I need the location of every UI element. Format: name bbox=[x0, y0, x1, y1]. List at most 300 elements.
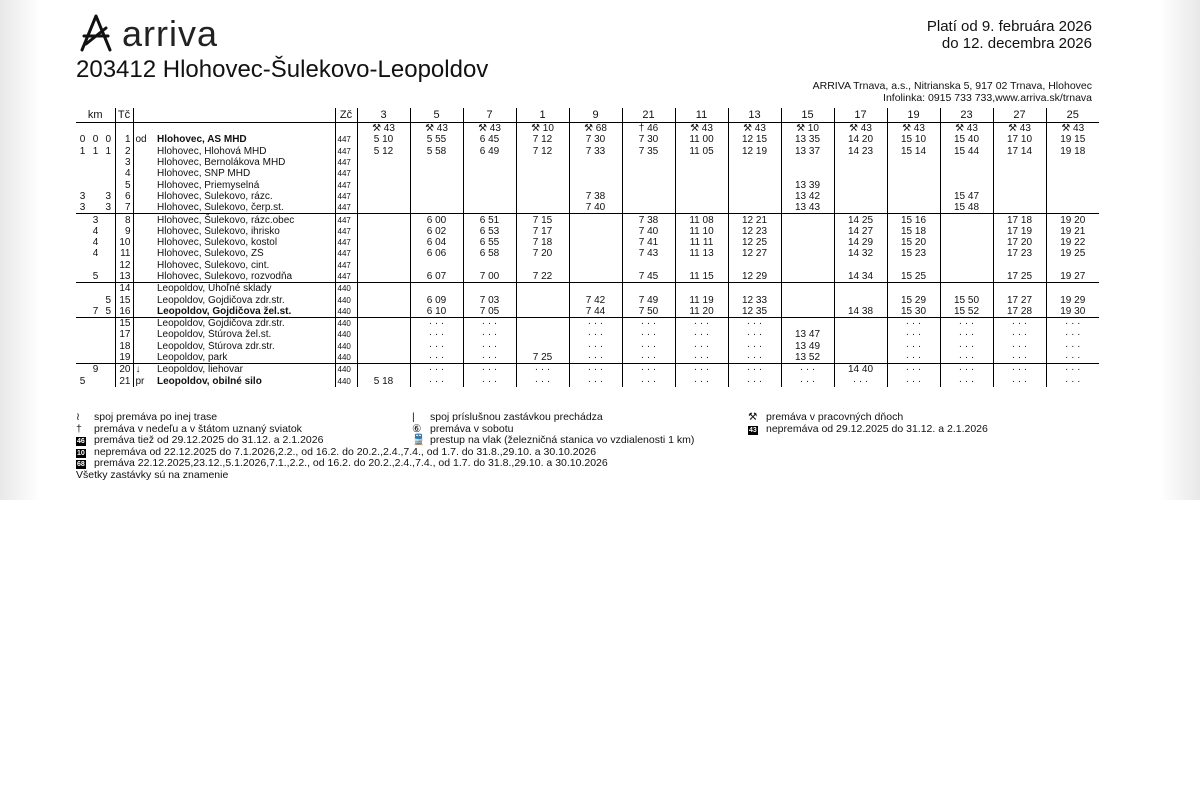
departure-time: 6 02 bbox=[410, 226, 463, 237]
departure-time bbox=[781, 248, 834, 259]
departure-time: 7 15 bbox=[516, 214, 569, 226]
departure-time bbox=[622, 260, 675, 271]
departure-time: · · · bbox=[1046, 341, 1099, 352]
departure-time: 6 51 bbox=[463, 214, 516, 226]
code-43-icon: 43 bbox=[749, 426, 757, 434]
departure-time bbox=[463, 283, 516, 295]
departure-time: 12 25 bbox=[728, 237, 781, 248]
legend-item: prestup na vlak (železničná stanica vo vzdialenosti 1 km) bbox=[430, 434, 695, 446]
trip-header: 19 bbox=[887, 108, 940, 123]
departure-time bbox=[357, 260, 410, 271]
km-value bbox=[102, 271, 115, 283]
departure-time: 13 39 bbox=[781, 179, 834, 190]
departure-time: 7 50 bbox=[622, 306, 675, 318]
departure-time: · · · bbox=[463, 376, 516, 387]
departure-time: · · · bbox=[675, 376, 728, 387]
km-value bbox=[89, 191, 102, 202]
departure-time: · · · bbox=[993, 364, 1046, 376]
departure-time: 13 49 bbox=[781, 341, 834, 352]
timetable bbox=[76, 108, 1099, 387]
departure-time: · · · bbox=[728, 364, 781, 376]
stop-number: 21 bbox=[115, 376, 133, 387]
km-value bbox=[102, 318, 115, 330]
km-value bbox=[89, 179, 102, 190]
stop-name: Hlohovec, Šulekovo, čerp.st. bbox=[157, 202, 284, 214]
departure-time: 12 33 bbox=[728, 294, 781, 305]
departure-time bbox=[993, 191, 1046, 202]
train-icon: 🚆 bbox=[412, 434, 426, 446]
departure-time: · · · bbox=[410, 329, 463, 340]
trip-header: 5 bbox=[410, 108, 463, 123]
departure-time: 15 44 bbox=[940, 146, 993, 157]
direction-mark bbox=[133, 202, 155, 214]
departure-time bbox=[887, 157, 940, 168]
direction-mark bbox=[133, 341, 155, 352]
code-68-icon: 68 bbox=[77, 461, 85, 468]
km-value bbox=[102, 237, 115, 248]
departure-time: 7 03 bbox=[463, 294, 516, 305]
departure-time: 7 12 bbox=[516, 134, 569, 145]
arriva-logo-icon bbox=[76, 14, 116, 54]
table-row bbox=[76, 283, 1099, 295]
company-infoline: Infolinka: 0915 733 733,www.arriva.sk/trnava bbox=[883, 92, 1092, 104]
departure-time bbox=[357, 248, 410, 259]
departure-time: 7 33 bbox=[569, 146, 622, 157]
km-value bbox=[76, 341, 89, 352]
departure-time bbox=[834, 318, 887, 330]
direction-mark bbox=[133, 248, 155, 259]
departure-time bbox=[569, 283, 622, 295]
trip-symbol: ⚒ 43 bbox=[834, 123, 887, 135]
departure-time: · · · bbox=[675, 364, 728, 376]
trip-symbol-row bbox=[76, 123, 1099, 135]
scan-shadow-left bbox=[0, 0, 40, 500]
departure-time bbox=[357, 329, 410, 340]
departure-time bbox=[357, 202, 410, 214]
departure-time bbox=[675, 168, 728, 179]
direction-mark bbox=[133, 306, 155, 318]
zone-number: 447 bbox=[335, 168, 357, 179]
departure-time: 11 10 bbox=[675, 226, 728, 237]
departure-time bbox=[516, 191, 569, 202]
zone-number: 440 bbox=[335, 341, 357, 352]
km-value bbox=[102, 248, 115, 259]
zone-number: 440 bbox=[335, 364, 357, 376]
departure-time: · · · bbox=[463, 364, 516, 376]
departure-time: 17 10 bbox=[993, 134, 1046, 145]
stop-number: 17 bbox=[115, 329, 133, 340]
departure-time: · · · bbox=[887, 352, 940, 364]
departure-time: 7 22 bbox=[516, 271, 569, 283]
zone-number: 440 bbox=[335, 376, 357, 387]
departure-time: 15 20 bbox=[887, 237, 940, 248]
departure-time: 14 25 bbox=[834, 214, 887, 226]
table-row bbox=[76, 134, 1099, 145]
table-row bbox=[76, 376, 1099, 387]
trip-symbol: ⚒ 43 bbox=[993, 123, 1046, 135]
departure-time: · · · bbox=[410, 376, 463, 387]
departure-time: · · · bbox=[516, 364, 569, 376]
departure-time: 14 40 bbox=[834, 364, 887, 376]
departure-time: 12 35 bbox=[728, 306, 781, 318]
trip-header: 3 bbox=[357, 108, 410, 123]
departure-time bbox=[993, 283, 1046, 295]
trip-header: 15 bbox=[781, 108, 834, 123]
zc-header: Zč bbox=[335, 108, 357, 123]
table-row bbox=[76, 352, 1099, 364]
km-value bbox=[89, 260, 102, 271]
pass-through-icon: | bbox=[412, 411, 415, 423]
departure-time: 7 42 bbox=[569, 294, 622, 305]
cross-icon: † bbox=[76, 422, 82, 435]
stop-header bbox=[133, 108, 335, 123]
departure-time bbox=[675, 179, 728, 190]
departure-time: 17 14 bbox=[993, 146, 1046, 157]
departure-time: 14 34 bbox=[834, 271, 887, 283]
direction-mark bbox=[133, 179, 155, 190]
departure-time: 7 25 bbox=[516, 352, 569, 364]
departure-time: 6 49 bbox=[463, 146, 516, 157]
departure-time: · · · bbox=[781, 364, 834, 376]
departure-time bbox=[569, 168, 622, 179]
departure-time: 12 29 bbox=[728, 271, 781, 283]
company-info bbox=[813, 80, 1092, 104]
departure-time bbox=[357, 157, 410, 168]
departure-time: 19 20 bbox=[1046, 214, 1099, 226]
departure-time: 17 28 bbox=[993, 306, 1046, 318]
departure-time: 15 29 bbox=[887, 294, 940, 305]
km-value bbox=[102, 364, 115, 376]
departure-time: 6 55 bbox=[463, 237, 516, 248]
departure-time bbox=[1046, 168, 1099, 179]
zone-number: 447 bbox=[335, 134, 357, 145]
departure-time bbox=[887, 260, 940, 271]
departure-time bbox=[569, 157, 622, 168]
departure-time bbox=[940, 248, 993, 259]
departure-time bbox=[993, 179, 1046, 190]
departure-time: 7 49 bbox=[622, 294, 675, 305]
departure-time: 5 18 bbox=[357, 376, 410, 387]
departure-time: · · · bbox=[993, 329, 1046, 340]
direction-mark bbox=[133, 271, 155, 283]
stop-name: Hlohovec, Šulekovo, ihrisko bbox=[157, 225, 280, 237]
stop-number: 4 bbox=[115, 168, 133, 179]
departure-time: 17 23 bbox=[993, 248, 1046, 259]
stop-number: 8 bbox=[115, 214, 133, 226]
departure-time bbox=[728, 202, 781, 214]
departure-time bbox=[622, 202, 675, 214]
km-value: 3 bbox=[79, 202, 86, 214]
stop-number: 2 bbox=[115, 146, 133, 157]
departure-time: 7 44 bbox=[569, 306, 622, 318]
departure-time: 7 38 bbox=[569, 191, 622, 202]
table-row bbox=[76, 157, 1099, 168]
departure-time bbox=[1046, 260, 1099, 271]
departure-time bbox=[834, 341, 887, 352]
departure-time: 7 05 bbox=[463, 306, 516, 318]
trip-symbol: ⚒ 43 bbox=[675, 123, 728, 135]
stop-number: 3 bbox=[115, 157, 133, 168]
departure-time bbox=[1046, 191, 1099, 202]
trip-header: 27 bbox=[993, 108, 1046, 123]
stop-name: Hlohovec, Šulekovo, rázc. bbox=[157, 190, 273, 202]
trip-symbol: ⚒ 43 bbox=[887, 123, 940, 135]
departure-time: · · · bbox=[887, 376, 940, 387]
km-value bbox=[76, 179, 89, 190]
km-value bbox=[89, 352, 102, 364]
km-value: 0 bbox=[79, 134, 86, 146]
km-value bbox=[102, 341, 115, 352]
scan-shadow-right bbox=[1160, 0, 1200, 500]
trip-symbol: ⚒ 68 bbox=[569, 123, 622, 135]
departure-time: · · · bbox=[675, 352, 728, 364]
departure-time: · · · bbox=[569, 318, 622, 330]
direction-mark bbox=[133, 226, 155, 237]
departure-time bbox=[357, 214, 410, 226]
departure-time: 14 29 bbox=[834, 237, 887, 248]
km-value bbox=[102, 376, 115, 387]
departure-time: 14 27 bbox=[834, 226, 887, 237]
km-value: 5 bbox=[79, 375, 86, 387]
table-row bbox=[76, 306, 1099, 318]
departure-time: · · · bbox=[675, 341, 728, 352]
departure-time bbox=[993, 168, 1046, 179]
departure-time bbox=[357, 226, 410, 237]
departure-time: · · · bbox=[622, 364, 675, 376]
departure-time bbox=[887, 191, 940, 202]
departure-time: · · · bbox=[1046, 352, 1099, 364]
trip-header: 21 bbox=[622, 108, 675, 123]
departure-time bbox=[357, 306, 410, 318]
departure-time bbox=[410, 179, 463, 190]
departure-time: 15 14 bbox=[887, 146, 940, 157]
departure-time bbox=[834, 168, 887, 179]
departure-time bbox=[463, 260, 516, 271]
trip-symbol: ⚒ 43 bbox=[728, 123, 781, 135]
stop-name: Hlohovec, Šulekovo, rázc.obec bbox=[155, 214, 335, 226]
departure-time: 15 10 bbox=[887, 134, 940, 145]
saturday-icon: ⑥ bbox=[412, 422, 422, 435]
legend-item: spoj príslušnou zastávkou prechádza bbox=[430, 411, 603, 423]
departure-time bbox=[410, 157, 463, 168]
table-row bbox=[76, 237, 1099, 248]
departure-time: · · · bbox=[728, 329, 781, 340]
table-row bbox=[76, 318, 1099, 330]
table-row bbox=[76, 168, 1099, 179]
departure-time: 19 15 bbox=[1046, 134, 1099, 145]
trip-header: 1 bbox=[516, 108, 569, 123]
departure-time bbox=[728, 168, 781, 179]
trip-symbol: † 46 bbox=[622, 123, 675, 135]
departure-time: · · · bbox=[728, 376, 781, 387]
departure-time: 15 47 bbox=[940, 191, 993, 202]
zone-number: 447 bbox=[335, 214, 357, 226]
legend-item: nepremáva od 22.12.2025 do 7.1.2026,2.2., od 16.2. do 20.2.,2.4.,7.4., od 1.7. do 31.8.,29.10. a 30.10.2026 bbox=[94, 445, 597, 458]
departure-time bbox=[516, 329, 569, 340]
departure-time: 19 27 bbox=[1046, 271, 1099, 283]
departure-time: 15 52 bbox=[940, 306, 993, 318]
zone-number: 440 bbox=[335, 318, 357, 330]
stop-number: 6 bbox=[115, 191, 133, 202]
departure-time: · · · bbox=[940, 318, 993, 330]
departure-time: · · · bbox=[622, 376, 675, 387]
departure-time: 11 05 bbox=[675, 146, 728, 157]
stop-number: 20 bbox=[115, 364, 133, 376]
departure-time: · · · bbox=[1046, 329, 1099, 340]
departure-time: 5 58 bbox=[410, 146, 463, 157]
km-value bbox=[76, 329, 89, 340]
km-value bbox=[89, 283, 102, 295]
departure-time: 12 27 bbox=[728, 248, 781, 259]
departure-time bbox=[834, 179, 887, 190]
km-value bbox=[102, 226, 115, 237]
zone-number: 440 bbox=[335, 283, 357, 295]
legend-item: premáva v nedeľu a v štátom uznaný sviatok bbox=[94, 422, 302, 435]
km-value bbox=[76, 364, 89, 376]
departure-time: 14 23 bbox=[834, 146, 887, 157]
departure-time: 5 10 bbox=[357, 134, 410, 145]
stop-name: Leopoldov, Gojdičova zdr.str. bbox=[155, 318, 335, 330]
legend-item: nepremáva od 29.12.2025 do 31.12. a 2.1.2026 bbox=[766, 422, 988, 435]
departure-time: 7 18 bbox=[516, 237, 569, 248]
table-row bbox=[76, 294, 1099, 305]
km-value bbox=[89, 376, 102, 387]
departure-time: 7 20 bbox=[516, 248, 569, 259]
direction-mark bbox=[133, 260, 155, 271]
km-value bbox=[76, 260, 89, 271]
km-value bbox=[102, 157, 115, 168]
stop-name: Hlohovec, SNP MHD bbox=[157, 168, 251, 180]
departure-time: 17 19 bbox=[993, 226, 1046, 237]
departure-time: · · · bbox=[940, 364, 993, 376]
departure-time: 7 45 bbox=[622, 271, 675, 283]
stop-number: 18 bbox=[115, 341, 133, 352]
departure-time bbox=[357, 168, 410, 179]
trip-symbol: ⚒ 43 bbox=[463, 123, 516, 135]
trip-header: 9 bbox=[569, 108, 622, 123]
trip-header: 23 bbox=[940, 108, 993, 123]
departure-time bbox=[622, 157, 675, 168]
departure-time: · · · bbox=[993, 376, 1046, 387]
departure-time bbox=[357, 191, 410, 202]
departure-time: 6 09 bbox=[410, 294, 463, 305]
trip-header: 17 bbox=[834, 108, 887, 123]
departure-time: 6 10 bbox=[410, 306, 463, 318]
departure-time bbox=[569, 271, 622, 283]
departure-time: 7 12 bbox=[516, 146, 569, 157]
departure-time bbox=[781, 168, 834, 179]
stop-name: Hlohovec, Šulekovo, ZŠ bbox=[157, 248, 264, 260]
departure-time bbox=[728, 260, 781, 271]
departure-time bbox=[781, 214, 834, 226]
stop-name: Leopoldov, Uhoľné sklady bbox=[155, 283, 335, 295]
departure-time bbox=[1046, 157, 1099, 168]
trip-symbol: ⚒ 43 bbox=[410, 123, 463, 135]
legend-item: spoj premáva po inej trase bbox=[94, 411, 218, 423]
km-value: 9 bbox=[89, 364, 102, 376]
departure-time: · · · bbox=[410, 352, 463, 364]
departure-time: · · · bbox=[728, 352, 781, 364]
departure-time: · · · bbox=[940, 341, 993, 352]
departure-time bbox=[463, 179, 516, 190]
km-value bbox=[102, 168, 115, 179]
km-value bbox=[102, 260, 115, 271]
departure-time bbox=[940, 179, 993, 190]
trip-symbol: ⚒ 10 bbox=[781, 123, 834, 135]
departure-time bbox=[781, 271, 834, 283]
departure-time bbox=[887, 202, 940, 214]
stop-number: 19 bbox=[115, 352, 133, 364]
validity bbox=[927, 18, 1092, 52]
direction-mark bbox=[133, 294, 155, 305]
departure-time: 19 25 bbox=[1046, 248, 1099, 259]
table-row bbox=[76, 329, 1099, 340]
departure-time: 15 25 bbox=[887, 271, 940, 283]
departure-time bbox=[516, 294, 569, 305]
zone-number: 447 bbox=[335, 191, 357, 202]
km-value: 1 bbox=[105, 145, 112, 157]
departure-time: · · · bbox=[887, 329, 940, 340]
departure-time bbox=[357, 294, 410, 305]
stop-name: Hlohovec, Šulekovo, rozvodňa bbox=[157, 271, 293, 282]
timetable-body bbox=[76, 123, 1099, 387]
stop-name: Hlohovec, Šulekovo, cint. bbox=[157, 259, 270, 271]
table-row bbox=[76, 214, 1099, 226]
departure-time bbox=[516, 260, 569, 271]
departure-time bbox=[410, 168, 463, 179]
departure-time bbox=[834, 157, 887, 168]
stop-name: Leopoldov, Gojdičova zdr.str. bbox=[157, 294, 285, 306]
departure-time bbox=[887, 179, 940, 190]
km-value: 4 bbox=[92, 225, 99, 237]
km-value bbox=[89, 294, 102, 305]
km-value bbox=[89, 202, 102, 214]
departure-time: · · · bbox=[887, 364, 940, 376]
zone-number: 447 bbox=[335, 146, 357, 157]
departure-time: · · · bbox=[781, 376, 834, 387]
km-value bbox=[102, 352, 115, 364]
departure-time bbox=[834, 191, 887, 202]
departure-time: 7 40 bbox=[622, 226, 675, 237]
km-value: 4 bbox=[92, 237, 99, 249]
zone-number: 447 bbox=[335, 179, 357, 190]
departure-time bbox=[357, 283, 410, 295]
departure-time bbox=[516, 306, 569, 318]
departure-time bbox=[357, 352, 410, 364]
zone-number: 447 bbox=[335, 271, 357, 283]
km-value bbox=[76, 226, 89, 237]
direction-mark bbox=[133, 214, 155, 226]
km-value: 3 bbox=[79, 190, 86, 202]
departure-time: 15 23 bbox=[887, 248, 940, 259]
departure-time bbox=[410, 283, 463, 295]
departure-time: · · · bbox=[410, 341, 463, 352]
km-value bbox=[102, 283, 115, 295]
departure-time bbox=[357, 341, 410, 352]
departure-time: 7 41 bbox=[622, 237, 675, 248]
zone-number: 440 bbox=[335, 294, 357, 305]
km-value: 3 bbox=[105, 190, 112, 202]
departure-time: 19 30 bbox=[1046, 306, 1099, 318]
departure-time bbox=[834, 283, 887, 295]
departure-time: 11 13 bbox=[675, 248, 728, 259]
departure-time: 5 12 bbox=[357, 146, 410, 157]
stop-name: Leopoldov, Štúrova zdr.str. bbox=[157, 340, 275, 352]
zone-number: 440 bbox=[335, 306, 357, 318]
departure-time: 14 32 bbox=[834, 248, 887, 259]
stop-name: Hlohovec, Hlohová MHD bbox=[157, 145, 267, 157]
departure-time: 12 15 bbox=[728, 134, 781, 145]
